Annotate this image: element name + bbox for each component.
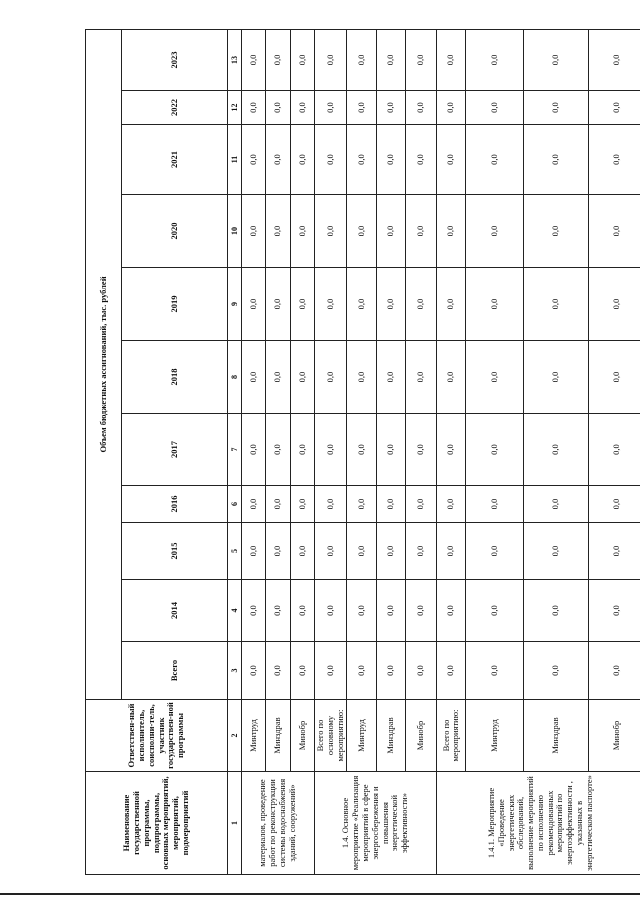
value-year: 0,0 [315,91,347,125]
value-year: 0,0 [315,125,347,195]
value-year: 0,0 [524,91,589,125]
value-year: 0,0 [315,268,347,341]
header-year: 2014 [122,580,228,642]
value-year: 0,0 [291,523,315,580]
value-total: 0,0 [315,642,347,700]
value-year: 0,0 [524,414,589,486]
header-responsible-column: Ответствен-ный исполнитель, соисполни-тель, участник государствен-ной программы [86,700,228,772]
header-year: 2023 [122,29,228,90]
value-year: 0,0 [377,29,406,90]
value-year: 0,0 [466,125,524,195]
value-total: 0,0 [466,642,524,700]
value-year: 0,0 [291,414,315,486]
value-year: 0,0 [524,195,589,268]
value-year: 0,0 [377,414,406,486]
column-number: 3 [228,642,242,700]
table-row [524,29,589,874]
column-number: 8 [228,341,242,414]
value-year: 0,0 [291,341,315,414]
column-number: 12 [228,91,242,125]
value-year: 0,0 [589,125,640,195]
value-year: 0,0 [524,486,589,523]
value-year: 0,0 [315,580,347,642]
responsible-executor: Минздрав [266,700,291,772]
value-year: 0,0 [291,195,315,268]
column-number: 1 [228,772,242,875]
value-year: 0,0 [437,486,466,523]
header-year: 2020 [122,195,228,268]
value-year: 0,0 [466,268,524,341]
value-year: 0,0 [466,486,524,523]
value-year: 0,0 [406,268,437,341]
table-row [406,29,437,874]
value-year: 0,0 [406,341,437,414]
responsible-executor: Минздрав [524,700,589,772]
value-year: 0,0 [524,125,589,195]
value-year: 0,0 [437,125,466,195]
responsible-executor: Минобр [406,700,437,772]
value-year: 0,0 [291,29,315,90]
value-year: 0,0 [315,523,347,580]
table-body [242,29,640,874]
value-year: 0,0 [266,580,291,642]
budget-table [85,29,640,875]
value-year: 0,0 [377,268,406,341]
value-year: 0,0 [266,486,291,523]
table-row [291,29,315,874]
value-year: 0,0 [291,486,315,523]
value-year: 0,0 [291,91,315,125]
value-year: 0,0 [315,195,347,268]
responsible-executor: Минтруд [347,700,377,772]
header-year: 2015 [122,523,228,580]
responsible-executor: Минтруд [466,700,524,772]
value-year: 0,0 [266,268,291,341]
value-year: 0,0 [242,125,266,195]
column-number: 10 [228,195,242,268]
value-year: 0,0 [437,29,466,90]
value-year: 0,0 [377,195,406,268]
value-total: 0,0 [291,642,315,700]
header-year: 2021 [122,125,228,195]
value-total: 0,0 [437,642,466,700]
value-year: 0,0 [437,523,466,580]
value-year: 0,0 [377,341,406,414]
value-year: 0,0 [242,29,266,90]
column-number-row [228,29,242,874]
column-number: 13 [228,29,242,90]
value-year: 0,0 [466,29,524,90]
program-item-name: 1.4. Основное мероприятие «Реализация мероприятий в сфере энергосбережения и повышения энергетической эффективности» [315,772,437,875]
table-row [377,29,406,874]
value-year: 0,0 [589,341,640,414]
value-year: 0,0 [266,195,291,268]
value-year: 0,0 [466,523,524,580]
value-year: 0,0 [266,523,291,580]
header-budget-title: Объем бюджетных ассигнований, тыс. рублей [86,29,122,699]
value-year: 0,0 [347,580,377,642]
value-year: 0,0 [437,195,466,268]
program-item-name: 1.4.1. Мероприятие «Проведение энергетических обследований, выполнение мероприятий по исполнению рекомендованных мероприятий по энергоэффективности , указанных в энергетическом паспорте» [437,772,640,875]
value-year: 0,0 [466,195,524,268]
column-number: 7 [228,414,242,486]
value-year: 0,0 [406,486,437,523]
value-year: 0,0 [437,414,466,486]
value-year: 0,0 [437,580,466,642]
value-year: 0,0 [437,268,466,341]
value-year: 0,0 [466,414,524,486]
value-year: 0,0 [315,486,347,523]
header-year: 2017 [122,414,228,486]
value-year: 0,0 [524,580,589,642]
value-year: 0,0 [589,268,640,341]
value-year: 0,0 [437,341,466,414]
value-year: 0,0 [377,125,406,195]
value-year: 0,0 [347,486,377,523]
value-year: 0,0 [406,125,437,195]
value-year: 0,0 [589,29,640,90]
value-year: 0,0 [406,91,437,125]
value-total: 0,0 [406,642,437,700]
responsible-executor: Всего по основному мероприятию: [315,700,347,772]
responsible-executor: Минобр [589,700,640,772]
table-row [437,29,466,874]
table-row [242,29,266,874]
value-year: 0,0 [242,268,266,341]
scan-edge-line [0,893,640,895]
value-year: 0,0 [524,29,589,90]
column-number: 4 [228,580,242,642]
value-year: 0,0 [377,91,406,125]
value-year: 0,0 [377,580,406,642]
value-total: 0,0 [377,642,406,700]
value-year: 0,0 [377,486,406,523]
value-year: 0,0 [406,195,437,268]
responsible-executor: Минтруд [242,700,266,772]
value-year: 0,0 [242,414,266,486]
value-year: 0,0 [524,268,589,341]
responsible-executor: Минобр [291,700,315,772]
value-year: 0,0 [347,91,377,125]
value-year: 0,0 [266,414,291,486]
value-year: 0,0 [242,486,266,523]
value-year: 0,0 [315,29,347,90]
header-year: 2018 [122,341,228,414]
value-total: 0,0 [524,642,589,700]
value-total: 0,0 [242,642,266,700]
value-year: 0,0 [589,580,640,642]
value-year: 0,0 [589,523,640,580]
value-year: 0,0 [242,195,266,268]
value-year: 0,0 [291,268,315,341]
value-year: 0,0 [466,580,524,642]
column-number: 6 [228,486,242,523]
value-year: 0,0 [242,580,266,642]
value-year: 0,0 [242,341,266,414]
value-year: 0,0 [406,523,437,580]
value-year: 0,0 [347,414,377,486]
column-number: 2 [228,700,242,772]
value-year: 0,0 [347,268,377,341]
table-row [466,29,524,874]
budget-table-sheet [85,30,621,875]
value-year: 0,0 [437,91,466,125]
value-year: 0,0 [266,91,291,125]
value-year: 0,0 [589,486,640,523]
value-year: 0,0 [406,29,437,90]
header-year: 2016 [122,486,228,523]
value-year: 0,0 [466,341,524,414]
value-year: 0,0 [315,414,347,486]
value-year: 0,0 [347,29,377,90]
value-year: 0,0 [242,523,266,580]
value-year: 0,0 [406,414,437,486]
value-year: 0,0 [291,125,315,195]
table-row [266,29,291,874]
value-year: 0,0 [377,523,406,580]
value-year: 0,0 [347,195,377,268]
responsible-executor: Всего по мероприятию: [437,700,466,772]
header-year: 2019 [122,268,228,341]
table-header [86,29,242,874]
value-year: 0,0 [466,91,524,125]
value-year: 0,0 [406,580,437,642]
value-year: 0,0 [347,341,377,414]
header-year: 2022 [122,91,228,125]
column-number: 5 [228,523,242,580]
table-row [589,29,640,874]
value-year: 0,0 [347,125,377,195]
value-year: 0,0 [242,91,266,125]
value-year: 0,0 [589,195,640,268]
program-item-name: материалов, проведение работ по реконструкции системы водоснабжения зданий, сооружений» [242,772,315,875]
value-year: 0,0 [589,91,640,125]
value-year: 0,0 [524,523,589,580]
value-year: 0,0 [589,414,640,486]
column-number: 9 [228,268,242,341]
header-total: Всего [122,642,228,700]
value-year: 0,0 [524,341,589,414]
value-year: 0,0 [347,523,377,580]
value-year: 0,0 [291,580,315,642]
value-year: 0,0 [315,341,347,414]
value-year: 0,0 [266,29,291,90]
value-total: 0,0 [347,642,377,700]
value-year: 0,0 [266,125,291,195]
table-row [315,29,347,874]
responsible-executor: Минздрав [377,700,406,772]
value-total: 0,0 [589,642,640,700]
value-total: 0,0 [266,642,291,700]
value-year: 0,0 [266,341,291,414]
table-row [347,29,377,874]
header-name-column: Наименование государственной программы, подпрограммы, основных мероприятий, мероприятий, подмероприятий [86,772,228,875]
column-number: 11 [228,125,242,195]
